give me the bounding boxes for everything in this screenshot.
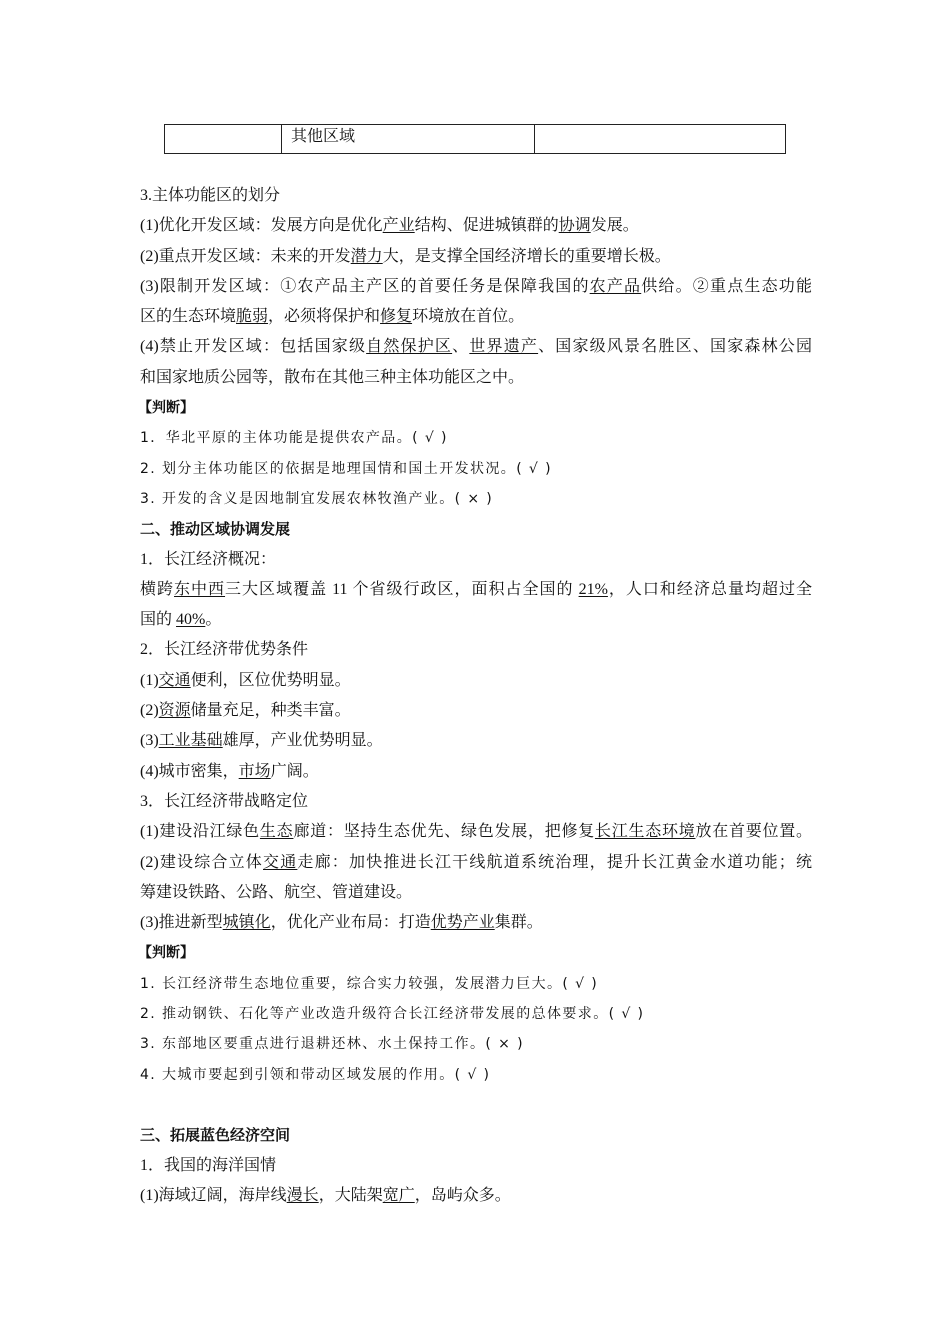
paragraph-line: (2)资源储量充足，种类丰富。 [140,702,351,720]
answer-blank: 优势产业 [430,914,495,932]
answer-blank: 市场 [238,762,271,780]
paragraph-line: (3)工业基础雄厚，产业优势明显。 [140,732,383,750]
answer-blank: 世界遗产 [469,338,539,356]
judgement-item: 3. 东部地区要重点进行退耕还林、水土保持工作。( × ) [140,1036,524,1053]
paragraph-line: 横跨东中西三大区域覆盖 11 个省级行政区，面积占全国的 21%，人口和经济总量均超过全 [140,580,812,598]
summary-table [164,124,786,154]
subheading: 3．长江经济带战略定位 [140,792,309,810]
table-cell: 其他区域 [282,125,535,153]
answer-blank: 协调 [558,217,591,235]
judgement-item: 1. 长江经济带生态地位重要，综合实力较强，发展潜力巨大。( √ ) [140,975,599,992]
paragraph-line: (3)限制开发区域：①农产品主产区的首要任务是保障我国的农产品供给。②重点生态功能 [140,277,812,295]
answer-blank: 长江生态环境 [594,823,696,841]
answer-blank: 资源 [158,702,191,720]
spacer [140,1090,812,1120]
answer-blank: 40% [176,611,206,629]
answer-blank: 农产品 [589,277,642,295]
paragraph-line: (1)建设沿江绿色生态廊道：坚持生态优先、绿色发展，把修复长江生态环境放在首要位置。 [140,823,812,841]
answer-blank: 城镇化 [222,914,271,932]
judgement-item: 1．华北平原的主体功能是提供农产品。( √ ) [140,430,448,447]
answer-blank: 21% [578,580,608,598]
judgement-heading: 【判断】 [138,945,194,962]
answer-blank: 工业基础 [158,732,223,750]
subheading: 2．长江经济带优势条件 [140,641,309,659]
paragraph-line: 筹建设铁路、公路、航空、管道建设。 [140,883,413,901]
answer-blank: 修复 [380,308,413,326]
paragraph-line: 和国家地质公园等，散布在其他三种主体功能区之中。 [140,368,525,386]
answer-blank: 脆弱 [236,308,269,326]
paragraph-line: (4)城市密集，市场广阔。 [140,762,319,780]
section-heading: 三、拓展蓝色经济空间 [140,1126,291,1145]
subheading: 1．长江经济概况： [140,550,277,568]
answer-blank: 东中西 [174,580,226,598]
table-cell [535,125,785,153]
paragraph-line: (2)重点开发区域：未来的开发潜力大，是支撑全国经济增长的重要增长极。 [140,247,671,265]
judgement-heading: 【判断】 [138,400,194,417]
answer-blank: 宽广 [382,1186,415,1204]
paragraph-line: 区的生态环境脆弱，必须将保护和修复环境放在首位。 [140,308,525,326]
subheading: 1．我国的海洋国情 [140,1156,277,1174]
paragraph-line: (4)禁止开发区域：包括国家级自然保护区、世界遗产、国家级风景名胜区、国家森林公园 [140,338,812,356]
answer-blank: 产业 [382,217,415,235]
document-body [140,181,812,1211]
judgement-item: 2. 推动钢铁、石化等产业改造升级符合长江经济带发展的总体要求。( √ ) [140,1006,645,1023]
paragraph-line: (1)交通便利，区位优势明显。 [140,671,351,689]
paragraph-line: (2)建设综合立体交通走廊：加快推进长江干线航道系统治理，提升长江黄金水道功能；统 [140,853,812,871]
section-heading: 二、推动区域协调发展 [140,520,291,539]
paragraph-line: 国的 40%。 [140,611,222,629]
judgement-item: 3. 开发的含义是因地制宜发展农林牧渔产业。( × ) [140,490,494,507]
answer-blank: 交通 [158,671,191,689]
judgement-item: 2. 划分主体功能区的依据是地理国情和国土开发状况。( √ ) [140,460,552,477]
paragraph-line: (3)推进新型城镇化，优化产业布局：打造优势产业集群。 [140,914,543,932]
answer-blank: 漫长 [286,1186,319,1204]
answer-blank: 潜力 [350,247,383,265]
answer-blank: 交通 [263,853,298,871]
subheading: 3.主体功能区的划分 [140,187,281,204]
answer-blank: 自然保护区 [366,338,453,356]
judgement-item: 4. 大城市要起到引领和带动区域发展的作用。( √ ) [140,1066,491,1083]
table-cell [165,125,282,153]
answer-blank: 生态 [259,823,294,841]
paragraph-line: (1)海域辽阔，海岸线漫长，大陆架宽广，岛屿众多。 [140,1186,511,1204]
paragraph-line: (1)优化开发区域：发展方向是优化产业结构、促进城镇群的协调发展。 [140,217,639,235]
